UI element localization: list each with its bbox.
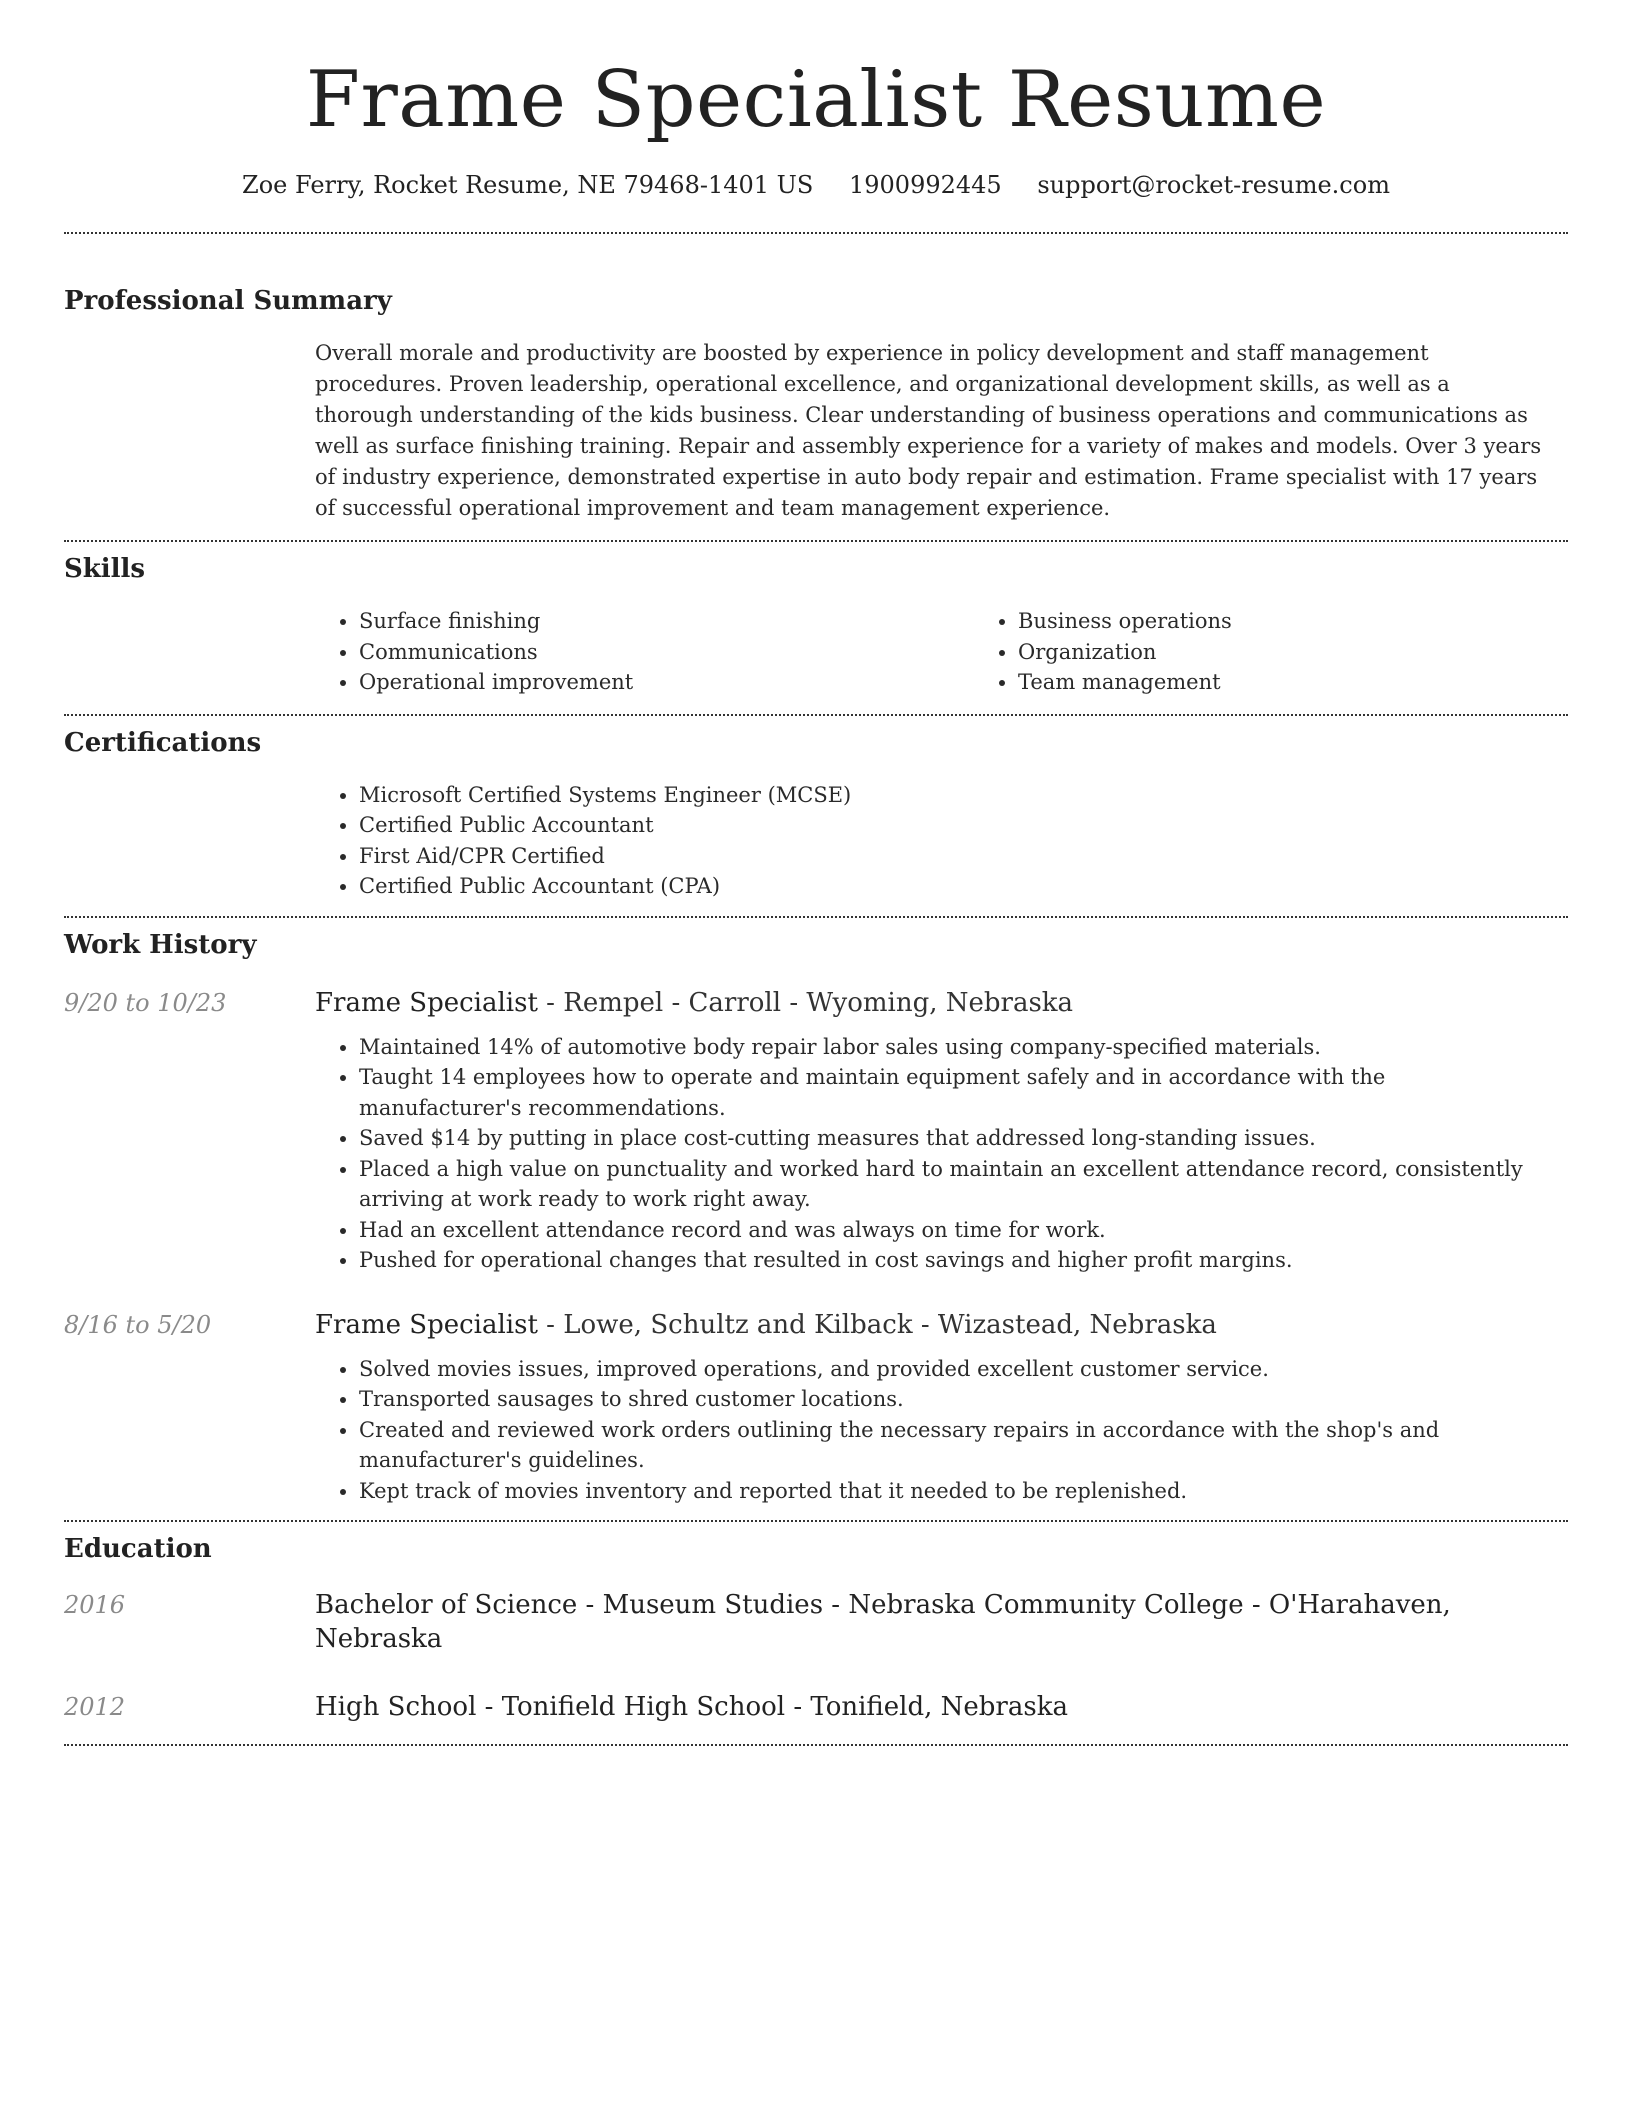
job-position: Frame Specialist (315, 987, 538, 1018)
resume-header (64, 0, 1568, 202)
job-bullets (315, 1354, 1568, 1507)
job-organization: - Lowe, Schultz and Kilback - Wizastead, Nebraska (537, 1309, 1217, 1340)
job-dates: 9/20 to 10/23 (64, 988, 227, 1017)
education-degree: High School (315, 1692, 477, 1722)
contact-address: Zoe Ferry, Rocket Resume, NE 79468-1401 US (242, 171, 814, 199)
job-bullet: • Taught 14 employees how to operate and maintain equipment safely and in accordance with the manufacturer's recommendations. (359, 1062, 1548, 1123)
skills-list-2 (974, 606, 1632, 698)
skills-list-1 (315, 606, 974, 698)
job-bullet: • Pushed for operational changes that resulted in cost savings and higher profit margins. (359, 1245, 1548, 1276)
section-title-certifications: Certifications (64, 727, 262, 758)
certification-item: • First Aid/CPR Certified (359, 841, 1568, 872)
contact-line (64, 168, 1568, 202)
job-dates: 8/16 to 5/20 (64, 1310, 212, 1339)
certification-item: • Certified Public Accountant (359, 810, 1568, 841)
job-bullet: • Had an excellent attendance record and was always on time for work. (359, 1215, 1548, 1246)
job-entry (64, 986, 1568, 1276)
education-school: - Tonifield High School - Tonifield, Nebraska (476, 1692, 1068, 1722)
certification-item: • Microsoft Certified Systems Engineer (MCSE) (359, 780, 1568, 811)
job-bullets (315, 1032, 1568, 1276)
certifications-list (315, 780, 1568, 902)
job-position: Frame Specialist (315, 1309, 538, 1340)
job-bullet: • Created and reviewed work orders outlining the necessary repairs in accordance with the shop's and manufacturer's guidelines. (359, 1415, 1548, 1476)
skills-section (64, 542, 1568, 698)
contact-email: support@rocket-resume.com (1037, 171, 1390, 199)
work-section (64, 918, 1568, 1507)
education-title (315, 1588, 1568, 1656)
job-bullet: • Kept track of movies inventory and reported that it needed to be replenished. (359, 1476, 1548, 1507)
education-entry (64, 1588, 1568, 1656)
education-year: 2016 (64, 1591, 126, 1619)
education-year: 2012 (64, 1693, 126, 1721)
contact-phone: 1900992445 (848, 171, 1002, 199)
education-title (315, 1690, 1568, 1724)
divider (64, 1744, 1568, 1746)
skill-item: • Operational improvement (359, 667, 974, 698)
job-title (315, 986, 1568, 1020)
job-bullet: • Saved $14 by putting in place cost-cutting measures that addressed long-standing issues. (359, 1123, 1548, 1154)
skill-item: • Communications (359, 637, 974, 668)
certification-item: • Certified Public Accountant (CPA) (359, 871, 1568, 902)
education-section (64, 1522, 1568, 1724)
job-bullet: • Solved movies issues, improved operations, and provided excellent customer service. (359, 1354, 1548, 1385)
section-title-work: Work History (64, 929, 257, 960)
section-title-skills: Skills (64, 554, 146, 584)
job-bullet: • Transported sausages to shred customer locations. (359, 1384, 1548, 1415)
skill-item: • Team management (1018, 667, 1632, 698)
skill-item: • Business operations (1018, 606, 1632, 637)
section-title-summary: Professional Summary (64, 286, 392, 316)
job-bullet: • Placed a high value on punctuality and worked hard to maintain an excellent attendance record, consistently arriving at work ready to work right away. (359, 1154, 1548, 1215)
skill-item: • Surface finishing (359, 606, 974, 637)
education-school: - Nebraska Community College - O'Harahaven, Nebraska (315, 1590, 1451, 1654)
resume-title: Frame Specialist Resume (305, 55, 1327, 145)
job-bullet: • Maintained 14% of automotive body repair labor sales using company-specified materials. (359, 1032, 1548, 1063)
section-title-education: Education (64, 1534, 212, 1564)
job-organization: - Rempel - Carroll - Wyoming, Nebraska (537, 987, 1074, 1018)
job-entry (64, 1308, 1568, 1507)
certifications-section (64, 716, 1568, 902)
job-title (315, 1308, 1568, 1342)
skill-item: • Organization (1018, 637, 1632, 668)
education-entry (64, 1690, 1568, 1724)
summary-text: Overall morale and productivity are boosted by experience in policy development and staff management procedures. Proven leadership, operational excellence, and organizational development skills, as well as a thorough understanding of the kids business. Clear understanding of business operations and communications as well as surface finishing training. Repair and assembly experience for a variety of makes and models. Over 3 years of industry experience, demonstrated expertise in auto body repair and estimation. Frame specialist with 17 years of successful operational improvement and team management experience. (315, 341, 1542, 520)
summary-section (64, 234, 1568, 524)
education-degree: Bachelor of Science - Museum Studies (315, 1590, 824, 1620)
